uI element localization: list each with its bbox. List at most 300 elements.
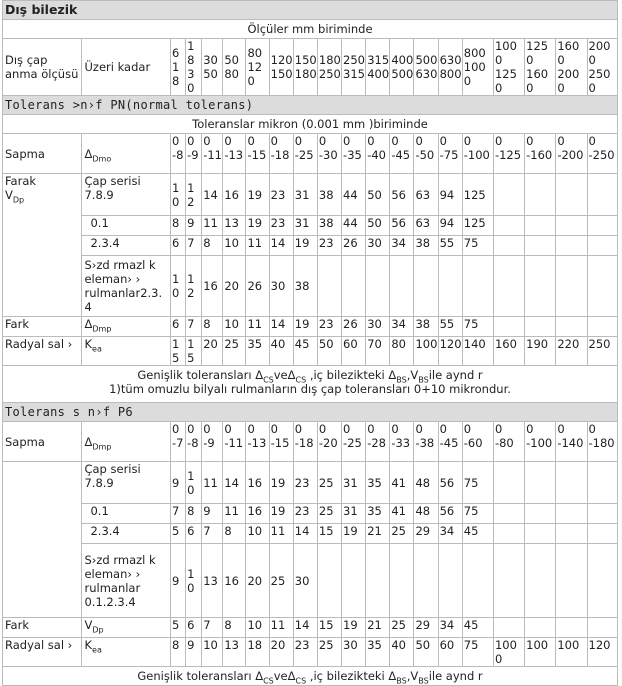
value-cell bbox=[246, 174, 269, 216]
value-cell bbox=[342, 524, 366, 544]
cell-upper: 0 bbox=[439, 422, 447, 436]
value-cell bbox=[186, 216, 202, 236]
cell-value: 75 bbox=[463, 475, 479, 490]
cell-value: 9 bbox=[203, 504, 211, 518]
value-cell bbox=[525, 524, 556, 544]
cell-value: -13 bbox=[247, 436, 267, 450]
cell-value: 14 bbox=[203, 187, 218, 202]
cell-value: 8 bbox=[203, 317, 211, 331]
cell-value: 16 bbox=[247, 504, 263, 518]
value-cell bbox=[438, 174, 462, 216]
cell-value: -13 bbox=[224, 148, 244, 162]
cell-upper: 0 bbox=[343, 422, 351, 436]
cell-value: 7 bbox=[172, 504, 180, 518]
pn-s01-label: 0.1 bbox=[82, 216, 171, 236]
cell-value: 125 bbox=[463, 216, 486, 230]
value-cell bbox=[438, 462, 462, 504]
value-cell bbox=[342, 256, 366, 317]
value-cell bbox=[171, 134, 186, 174]
cell-upper: 0 bbox=[224, 134, 232, 148]
value-cell bbox=[556, 134, 587, 174]
size-cell bbox=[186, 39, 202, 96]
size-from: 180 bbox=[318, 53, 341, 67]
value-cell bbox=[556, 422, 587, 462]
cell-value: 6 bbox=[187, 524, 195, 538]
value-cell bbox=[202, 524, 223, 544]
delta-symbol: Δ bbox=[84, 146, 93, 161]
cell-upper: 0 bbox=[439, 134, 447, 148]
cell-value: 34 bbox=[439, 524, 455, 538]
cell-value: 25 bbox=[391, 524, 406, 538]
size-cell bbox=[317, 39, 341, 96]
value-cell bbox=[390, 134, 414, 174]
value-cell bbox=[556, 256, 587, 317]
value-cell bbox=[223, 422, 246, 462]
delta-subscript: Dmp bbox=[92, 324, 112, 334]
value-cell bbox=[317, 544, 341, 618]
cell-value: 38 bbox=[318, 216, 334, 230]
cell-value: -8 bbox=[187, 436, 199, 450]
value-cell bbox=[390, 618, 414, 638]
value-cell bbox=[293, 618, 317, 638]
value-cell bbox=[293, 236, 317, 256]
pn-k-label bbox=[82, 337, 171, 366]
cell-value: -11 bbox=[224, 436, 244, 450]
pn-fark-label: Fark bbox=[3, 317, 82, 337]
size-label: Dış çap anma ölçüsü bbox=[3, 39, 82, 96]
cell-value: 11 bbox=[247, 236, 263, 250]
value-cell bbox=[246, 618, 269, 638]
size-from: 120 bbox=[270, 53, 293, 67]
p6-note bbox=[3, 667, 618, 686]
value-cell bbox=[438, 134, 462, 174]
value-cell bbox=[223, 462, 246, 504]
size-from: 1600 bbox=[557, 39, 580, 67]
cell-value: 34 bbox=[439, 618, 455, 632]
cell-value: 56 bbox=[391, 187, 406, 202]
cell-value: 220 bbox=[557, 337, 580, 351]
value-cell bbox=[525, 504, 556, 524]
value-cell bbox=[414, 236, 438, 256]
cell-upper: 0 bbox=[494, 422, 503, 436]
pn-note-2: 1)tüm omuzlu bilyalı rulmanların dış çap toleransları 0+10 mikrondur. bbox=[109, 382, 511, 396]
value-cell bbox=[493, 174, 524, 216]
value-cell bbox=[171, 216, 186, 236]
cell-value: 13 bbox=[224, 216, 239, 230]
cell-value: 7 bbox=[203, 618, 211, 632]
cell-value: 10 bbox=[224, 236, 239, 250]
value-cell bbox=[493, 317, 524, 337]
value-cell bbox=[366, 317, 390, 337]
cell-upper: 0 bbox=[557, 422, 565, 436]
cell-value: 19 bbox=[343, 524, 358, 538]
value-cell bbox=[186, 422, 202, 462]
p6-k-label bbox=[82, 638, 171, 667]
value-cell bbox=[525, 618, 556, 638]
value-cell bbox=[587, 618, 618, 638]
value-cell bbox=[587, 236, 618, 256]
pn-section-title: Tolerans >n›f PN(normal tolerans) bbox=[3, 96, 618, 115]
cell-value: -80 bbox=[494, 436, 514, 450]
value-cell bbox=[223, 317, 246, 337]
size-to: 120 bbox=[247, 60, 263, 88]
value-cell bbox=[366, 337, 390, 366]
cell-value: -40 bbox=[367, 148, 386, 162]
value-cell bbox=[293, 256, 317, 317]
cell-value: 94 bbox=[439, 187, 455, 202]
value-cell bbox=[317, 216, 341, 236]
value-cell bbox=[269, 638, 293, 667]
value-cell bbox=[414, 422, 438, 462]
value-cell bbox=[525, 462, 556, 504]
cell-value: 75 bbox=[463, 236, 479, 250]
cell-value: 34 bbox=[391, 317, 406, 331]
cell-value: 10 bbox=[247, 618, 263, 632]
cell-value: 11 bbox=[247, 317, 263, 331]
note-sub: CS bbox=[263, 375, 274, 385]
value-cell bbox=[186, 544, 202, 618]
value-cell bbox=[525, 422, 556, 462]
cell-value: 31 bbox=[343, 504, 358, 518]
value-cell bbox=[525, 638, 556, 667]
delta-symbol: Δ bbox=[84, 317, 93, 331]
value-cell bbox=[342, 618, 366, 638]
size-cell bbox=[556, 39, 587, 96]
value-cell bbox=[246, 638, 269, 667]
value-cell bbox=[493, 638, 524, 667]
cell-value: -100 bbox=[463, 148, 490, 162]
cell-value: 10 bbox=[224, 317, 239, 331]
size-cell bbox=[493, 39, 524, 96]
value-cell bbox=[223, 524, 246, 544]
value-cell bbox=[171, 524, 186, 544]
cell-value: -200 bbox=[557, 148, 584, 162]
cell-value: 19 bbox=[247, 216, 263, 230]
note-sub: BS bbox=[418, 676, 429, 686]
size-cell bbox=[462, 39, 493, 96]
value-cell bbox=[525, 544, 556, 618]
size-from: 630 bbox=[439, 53, 462, 67]
cell-value: 12 bbox=[187, 272, 195, 300]
cell-value: 20 bbox=[203, 337, 218, 351]
value-cell bbox=[438, 256, 462, 317]
cell-value: 30 bbox=[343, 638, 358, 652]
value-cell bbox=[525, 216, 556, 236]
value-cell bbox=[317, 524, 341, 544]
value-cell bbox=[493, 256, 524, 317]
cell-upper: 0 bbox=[247, 422, 255, 436]
cell-value: 56 bbox=[439, 504, 455, 518]
size-cell bbox=[366, 39, 390, 96]
cell-upper: 0 bbox=[343, 134, 351, 148]
size-to: 800 bbox=[439, 67, 462, 81]
cell-value: 8 bbox=[224, 524, 232, 538]
value-cell bbox=[269, 504, 293, 524]
cell-value: -60 bbox=[463, 436, 483, 450]
cell-upper: 0 bbox=[415, 422, 423, 436]
cell-upper: 0 bbox=[526, 422, 534, 436]
cell-value: 25 bbox=[391, 618, 406, 632]
value-cell bbox=[202, 618, 223, 638]
size-from: 1000 bbox=[494, 39, 517, 67]
value-cell bbox=[366, 462, 390, 504]
value-cell bbox=[317, 504, 341, 524]
value-cell bbox=[556, 317, 587, 337]
cell-value: 190 bbox=[526, 337, 549, 351]
cell-upper: 0 bbox=[367, 422, 375, 436]
cell-value: 50 bbox=[367, 187, 382, 202]
size-cell bbox=[414, 39, 438, 96]
value-cell bbox=[186, 134, 202, 174]
cell-value: 10 bbox=[247, 524, 263, 538]
cell-value: 20 bbox=[247, 573, 263, 588]
cell-value: 55 bbox=[439, 317, 455, 331]
value-cell bbox=[438, 236, 462, 256]
value-cell bbox=[493, 462, 524, 504]
table-body bbox=[3, 1, 618, 686]
value-cell bbox=[390, 524, 414, 544]
cell-upper: 0 bbox=[247, 134, 255, 148]
value-cell bbox=[171, 638, 186, 667]
size-to: 2000 bbox=[557, 67, 580, 95]
value-cell bbox=[525, 236, 556, 256]
cell-upper: 0 bbox=[588, 422, 596, 436]
cell-value: 23 bbox=[294, 638, 310, 652]
value-cell bbox=[342, 216, 366, 236]
size-from: 1250 bbox=[526, 39, 549, 67]
value-cell bbox=[556, 174, 587, 216]
size-to: 180 bbox=[294, 67, 317, 81]
note-sub: CS bbox=[295, 676, 307, 686]
cell-value: 125 bbox=[463, 187, 486, 202]
value-cell bbox=[171, 174, 186, 216]
size-to: 50 bbox=[203, 67, 218, 81]
cell-value: 14 bbox=[270, 236, 286, 250]
pn-radyal-label: Radyal sal › bbox=[3, 337, 82, 366]
cell-value: 8 bbox=[172, 216, 180, 230]
cell-value: 7 bbox=[187, 236, 195, 250]
value-cell bbox=[525, 256, 556, 317]
value-cell bbox=[171, 236, 186, 256]
value-cell bbox=[556, 462, 587, 504]
value-cell bbox=[342, 174, 366, 216]
cell-value: 30 bbox=[294, 573, 310, 588]
value-cell bbox=[186, 317, 202, 337]
cell-value: 31 bbox=[343, 475, 358, 490]
note-sub: CS bbox=[295, 375, 307, 385]
cell-value: 44 bbox=[343, 187, 358, 202]
cell-value: 5 bbox=[172, 618, 180, 632]
value-cell bbox=[366, 174, 390, 216]
value-cell bbox=[414, 544, 438, 618]
cell-value: 16 bbox=[203, 279, 218, 293]
value-cell bbox=[414, 638, 438, 667]
size-from: 400 bbox=[391, 53, 414, 67]
cell-value: 41 bbox=[391, 504, 406, 518]
value-cell bbox=[438, 504, 462, 524]
value-cell bbox=[390, 337, 414, 366]
cell-value: 25 bbox=[318, 638, 334, 652]
cell-value: 25 bbox=[224, 337, 239, 351]
cell-value: 34 bbox=[391, 236, 406, 250]
value-cell bbox=[186, 524, 202, 544]
value-cell bbox=[366, 236, 390, 256]
cell-value: -30 bbox=[318, 148, 338, 162]
cell-value: 29 bbox=[415, 524, 431, 538]
cell-value: 75 bbox=[463, 504, 479, 518]
value-cell bbox=[202, 317, 223, 337]
cell-value: 48 bbox=[415, 504, 431, 518]
cell-value: -18 bbox=[294, 436, 314, 450]
cell-value: 7 bbox=[187, 317, 195, 331]
value-cell bbox=[246, 216, 269, 236]
cell-value: 11 bbox=[203, 475, 218, 490]
cell-value: 1000 bbox=[494, 638, 517, 666]
cell-value: 15 bbox=[172, 337, 180, 365]
size-from: 50 bbox=[224, 53, 239, 67]
size-cell bbox=[525, 39, 556, 96]
cell-value: -9 bbox=[203, 436, 215, 450]
cell-upper: 0 bbox=[588, 134, 596, 148]
value-cell bbox=[246, 236, 269, 256]
value-cell bbox=[525, 174, 556, 216]
cell-value: 25 bbox=[270, 573, 286, 588]
value-cell bbox=[342, 638, 366, 667]
size-to: 1600 bbox=[526, 67, 549, 95]
cell-value: 38 bbox=[415, 317, 431, 331]
value-cell bbox=[171, 544, 186, 618]
cell-value: 21 bbox=[367, 618, 382, 632]
value-cell bbox=[462, 544, 493, 618]
cell-value: 11 bbox=[224, 504, 239, 518]
cell-value: -75 bbox=[439, 148, 459, 162]
value-cell bbox=[269, 337, 293, 366]
cell-value: 8 bbox=[172, 638, 180, 652]
size-from: 30 bbox=[203, 53, 218, 67]
value-cell bbox=[317, 422, 341, 462]
cell-value: 19 bbox=[270, 504, 286, 518]
value-cell bbox=[202, 134, 223, 174]
cell-value: 44 bbox=[343, 216, 358, 230]
value-cell bbox=[317, 462, 341, 504]
cell-value: 25 bbox=[318, 504, 334, 518]
cell-value: 19 bbox=[294, 236, 310, 250]
cell-value: 23 bbox=[294, 504, 310, 518]
value-cell bbox=[171, 504, 186, 524]
value-cell bbox=[493, 216, 524, 236]
value-cell bbox=[462, 317, 493, 337]
cell-upper: 0 bbox=[294, 134, 303, 148]
cell-value: 26 bbox=[247, 279, 263, 293]
cell-value: 56 bbox=[391, 216, 406, 230]
note-sub: BS bbox=[396, 676, 407, 686]
cell-value: 94 bbox=[439, 216, 455, 230]
value-cell bbox=[186, 337, 202, 366]
cell-value: 38 bbox=[294, 279, 310, 293]
value-cell bbox=[587, 337, 618, 366]
cell-value: 18 bbox=[247, 638, 263, 652]
value-cell bbox=[171, 317, 186, 337]
size-from: 80 bbox=[247, 46, 263, 60]
cell-value: 11 bbox=[270, 524, 286, 538]
value-cell bbox=[223, 236, 246, 256]
value-cell bbox=[493, 504, 524, 524]
note-sub: BS bbox=[418, 375, 429, 385]
value-cell bbox=[525, 317, 556, 337]
size-from: 250 bbox=[343, 53, 365, 67]
value-cell bbox=[438, 422, 462, 462]
size-from: 800 bbox=[463, 46, 486, 60]
cell-upper: 0 bbox=[187, 134, 195, 148]
cell-value: 35 bbox=[247, 337, 263, 351]
value-cell bbox=[186, 462, 202, 504]
cell-upper: 0 bbox=[172, 422, 180, 436]
cell-upper: 0 bbox=[203, 422, 211, 436]
cell-value: 31 bbox=[294, 187, 310, 202]
value-cell bbox=[462, 134, 493, 174]
value-cell bbox=[342, 236, 366, 256]
cell-value: 140 bbox=[463, 337, 486, 351]
cell-value: 45 bbox=[463, 524, 479, 538]
value-cell bbox=[462, 422, 493, 462]
size-to: 250 bbox=[318, 67, 341, 81]
cell-value: 75 bbox=[463, 317, 479, 331]
value-cell bbox=[493, 337, 524, 366]
pn-delta-label bbox=[82, 134, 171, 174]
cell-value: -100 bbox=[526, 436, 553, 450]
value-cell bbox=[171, 256, 186, 317]
cell-value: 60 bbox=[343, 337, 358, 351]
cell-value: -250 bbox=[588, 148, 615, 162]
value-cell bbox=[525, 337, 556, 366]
cell-value: -15 bbox=[247, 148, 267, 162]
p6-seal-label: S›zd rmazl k eleman› › rulmanlar 0.1.2.3.4 bbox=[82, 544, 171, 618]
pn-s234-label: 2.3.4 bbox=[82, 236, 171, 256]
value-cell bbox=[342, 337, 366, 366]
cell-value: 40 bbox=[391, 638, 406, 652]
cell-upper: 0 bbox=[391, 134, 399, 148]
cell-value: 19 bbox=[247, 187, 263, 202]
cell-value: 26 bbox=[343, 317, 358, 331]
value-cell bbox=[246, 544, 269, 618]
value-cell bbox=[342, 422, 366, 462]
value-cell bbox=[246, 462, 269, 504]
cell-value: 50 bbox=[318, 337, 334, 351]
value-cell bbox=[587, 422, 618, 462]
value-cell bbox=[317, 256, 341, 317]
cell-value: 120 bbox=[588, 638, 611, 652]
cell-value: 75 bbox=[463, 638, 479, 652]
value-cell bbox=[269, 174, 293, 216]
value-cell bbox=[317, 638, 341, 667]
value-cell bbox=[186, 638, 202, 667]
value-cell bbox=[493, 524, 524, 544]
value-cell bbox=[317, 618, 341, 638]
size-from: 6 bbox=[172, 46, 180, 60]
p6-sapma-label: Sapma bbox=[3, 422, 82, 462]
p6-delta-label bbox=[82, 422, 171, 462]
cell-value: -28 bbox=[367, 436, 386, 450]
value-cell bbox=[493, 422, 524, 462]
value-cell bbox=[366, 544, 390, 618]
value-cell bbox=[390, 544, 414, 618]
cell-value: 50 bbox=[367, 216, 382, 230]
value-cell bbox=[587, 216, 618, 236]
note-sub: CS bbox=[263, 676, 274, 686]
cell-upper: 0 bbox=[391, 422, 399, 436]
value-cell bbox=[293, 422, 317, 462]
cell-value: 16 bbox=[224, 187, 239, 202]
